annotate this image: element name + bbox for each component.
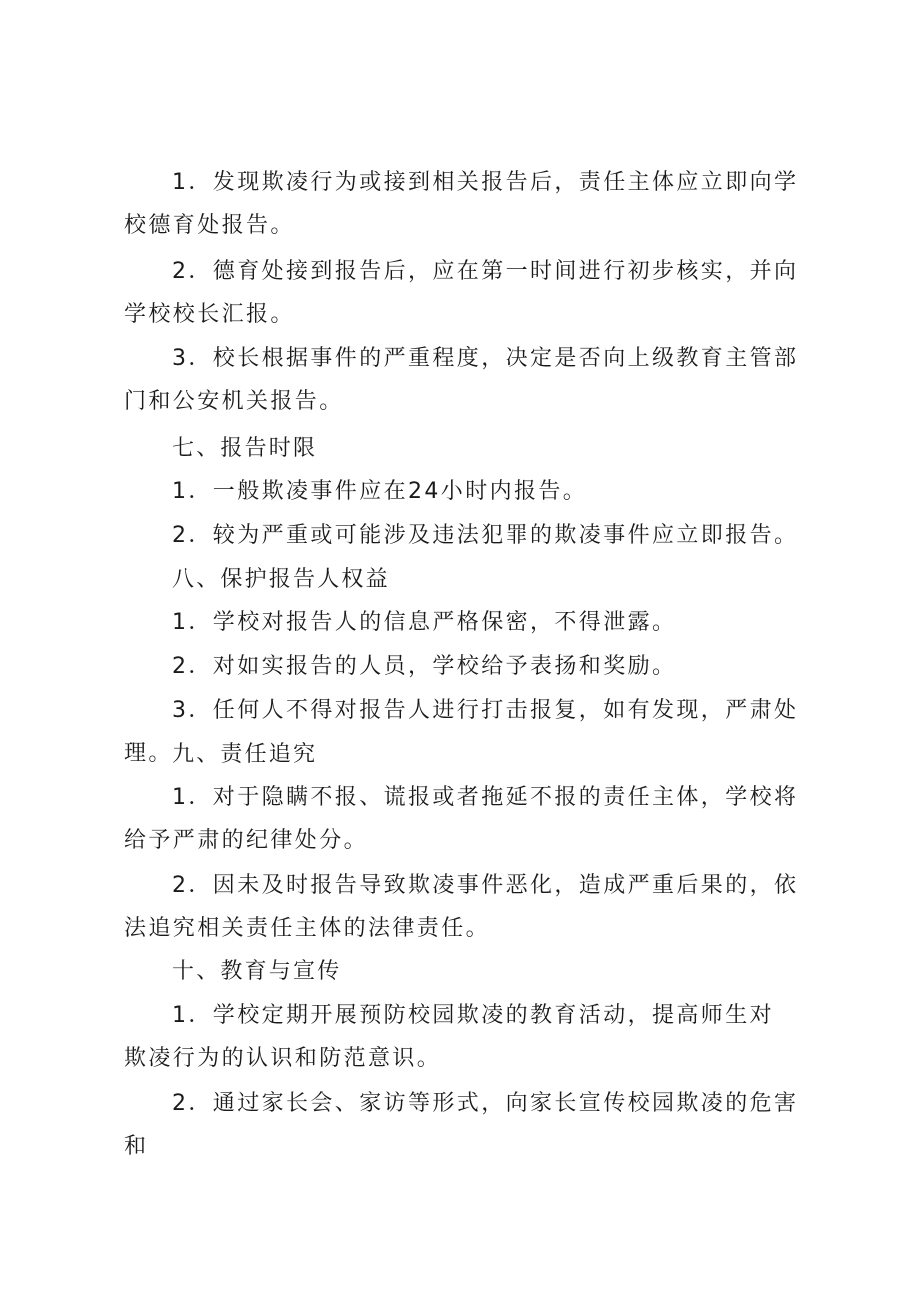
section-heading-report-deadline: 七、报告时限	[172, 436, 318, 461]
paragraph-confidentiality: 1．学校对报告人的信息严格保密，不得泄露。	[172, 610, 677, 635]
paragraph-principal-decision: 3．校长根据事件的严重程度，决定是否向上级教育主管部门和公安机关报告。	[124, 346, 799, 414]
paragraph-education-activities: 1．学校定期开展预防校园欺凌的教育活动，提高师生对欺凌行为的认识和防范意识。	[124, 1003, 774, 1071]
paragraph-serious-deadline: 2．较为严重或可能涉及违法犯罪的欺凌事件应立即报告。	[172, 523, 799, 548]
paragraph-discipline: 1．对于隐瞒不报、谎报或者拖延不报的责任主体，学校将给予严肃的纪律处分。	[124, 785, 799, 853]
section-heading-accountability: 九、责任追究	[172, 742, 318, 767]
paragraph-reward: 2．对如实报告的人员，学校给予表扬和奖励。	[172, 654, 677, 679]
paragraph-no-retaliation: 3．任何人不得对报告人进行打击报复，如有发现，严肃处理。	[124, 698, 799, 766]
paragraph-legal-liability: 2．因未及时报告导致欺凌事件恶化，造成严重后果的，依法追究相关责任主体的法律责任。	[124, 873, 799, 941]
section-heading-education: 十、教育与宣传	[172, 959, 342, 984]
paragraph-report-to-moral-office: 1．发现欺凌行为或接到相关报告后，责任主体应立即向学校德育处报告。	[124, 170, 799, 238]
paragraph-moral-office-verify: 2．德育处接到报告后，应在第一时间进行初步核实，并向学校校长汇报。	[124, 259, 799, 327]
paragraph-parent-outreach: 2．通过家长会、家访等形式，向家长宣传校园欺凌的危害和	[124, 1091, 799, 1159]
paragraph-general-deadline: 1．一般欺凌事件应在24小时内报告。	[172, 479, 588, 504]
section-heading-protect-reporter: 八、保护报告人权益	[172, 567, 390, 592]
